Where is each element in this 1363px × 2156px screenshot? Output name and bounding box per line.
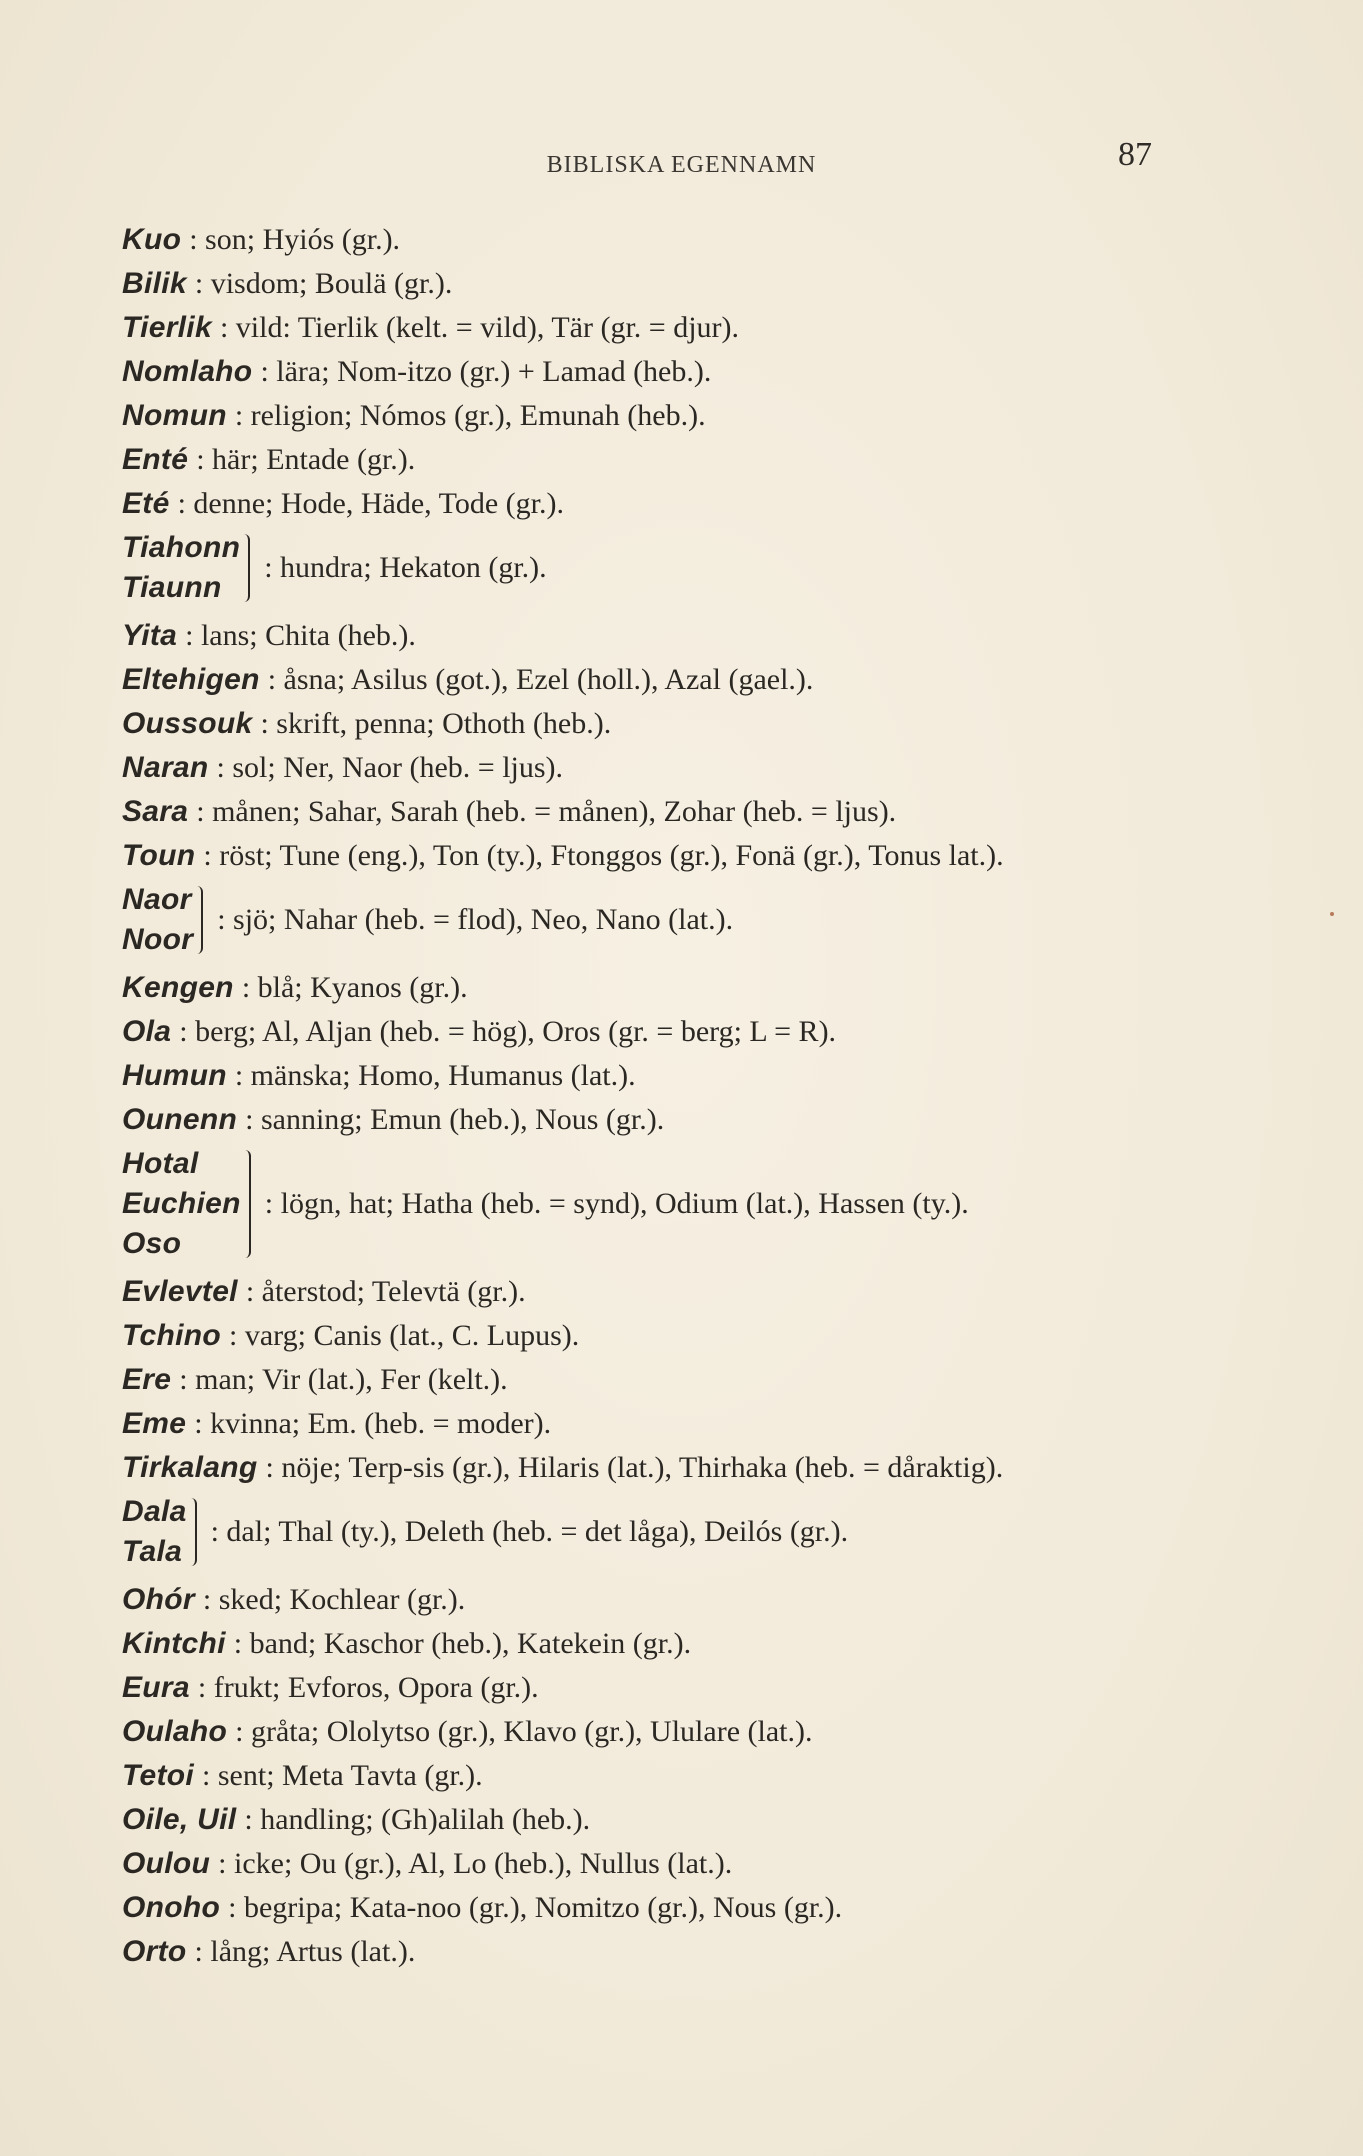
headword: Bilik (122, 267, 187, 300)
glossary-entry (122, 1842, 1242, 1886)
glossary-entry-group (122, 1492, 1242, 1572)
page-number: 87 (1118, 136, 1152, 173)
glossary-entry (122, 438, 1242, 482)
definition: : handling; (Gh)alilah (heb.). (244, 1803, 591, 1836)
headword: Orto (122, 1935, 187, 1968)
headword: Onoho (122, 1891, 221, 1924)
headword: Kengen (122, 971, 234, 1004)
definition: : lögn, hat; Hatha (heb. = synd), Odium (lat.), Hassen (ty.). (264, 1187, 969, 1220)
glossary-entry (122, 1886, 1242, 1930)
headword: Eme (122, 1407, 187, 1440)
definition: : sjö; Nahar (heb. = flod), Neo, Nano (lat.). (217, 903, 734, 936)
definition: : frukt; Evforos, Opora (gr.). (197, 1671, 539, 1704)
headword-variants (122, 528, 240, 608)
glossary-entry (122, 966, 1242, 1010)
glossary-entry (122, 834, 1242, 878)
headword: Ohór (122, 1583, 195, 1616)
glossary-entry (122, 1098, 1242, 1142)
definition: : här; Entade (gr.). (196, 443, 416, 476)
headword: Oussouk (122, 707, 253, 740)
definition: : varg; Canis (lat., C. Lupus). (229, 1319, 580, 1352)
definition: : månen; Sahar, Sarah (heb. = månen), Zohar (heb. = ljus). (196, 795, 897, 828)
glossary-entries (122, 218, 1242, 1974)
headword: Evlevtel (122, 1275, 238, 1308)
glossary-entry (122, 790, 1242, 834)
headword-variants (122, 1144, 241, 1264)
glossary-entry (122, 702, 1242, 746)
glossary-entry (122, 1358, 1242, 1402)
definition: : denne; Hode, Häde, Tode (gr.). (177, 487, 564, 520)
glossary-entry (122, 1666, 1242, 1710)
glossary-entry (122, 1754, 1242, 1798)
headword: Ola (122, 1015, 172, 1048)
definition: : blå; Kyanos (gr.). (241, 971, 468, 1004)
definition: : icke; Ou (gr.), Al, Lo (heb.), Nullus (lat.). (218, 1847, 733, 1880)
definition: : mänska; Homo, Humanus (lat.). (234, 1059, 636, 1092)
glossary-entry (122, 1930, 1242, 1974)
definition: : hundra; Hekaton (gr.). (264, 551, 547, 584)
headword: Sara (122, 795, 189, 828)
definition: : lära; Nom-itzo (gr.) + Lamad (heb.). (260, 355, 712, 388)
headword: Toun (122, 839, 196, 872)
headword: Dala (122, 1495, 187, 1528)
headword: Oulaho (122, 1715, 228, 1748)
definition: : sked; Kochlear (gr.). (202, 1583, 466, 1616)
headword: Naor (122, 883, 192, 916)
definition: : röst; Tune (eng.), Ton (ty.), Ftonggos (gr.), Fonä (gr.), Tonus lat.). (203, 839, 1004, 872)
headword: Tierlik (122, 311, 212, 344)
definition: : skrift, penna; Othoth (heb.). (260, 707, 612, 740)
headword: Yita (122, 619, 178, 652)
definition: : begripa; Kata-noo (gr.), Nomitzo (gr.), Nous (gr.). (228, 1891, 843, 1924)
definition: : sent; Meta Tavta (gr.). (202, 1759, 483, 1792)
glossary-entry (122, 1054, 1242, 1098)
headword: Enté (122, 443, 189, 476)
glossary-entry-group (122, 528, 1242, 608)
headword: Tiahonn (122, 531, 241, 564)
definition: : band; Kaschor (heb.), Katekein (gr.). (233, 1627, 692, 1660)
definition: : religion; Nómos (gr.), Emunah (heb.). (234, 399, 706, 432)
glossary-entry-group (122, 1144, 1242, 1264)
headword: Eté (122, 487, 170, 520)
headword: Oso (122, 1227, 182, 1260)
brace-icon (191, 1498, 197, 1566)
definition: : visdom; Boulä (gr.). (194, 267, 453, 300)
headword: Ounenn (122, 1103, 238, 1136)
glossary-entry (122, 746, 1242, 790)
headword: Tetoi (122, 1759, 195, 1792)
glossary-entry (122, 394, 1242, 438)
headword: Euchien (122, 1187, 241, 1220)
brace-icon (244, 534, 250, 602)
headword: Eltehigen (122, 663, 260, 696)
definition: : son; Hyiós (gr.). (189, 223, 401, 256)
glossary-entry-group (122, 880, 1242, 960)
brace-icon (245, 1150, 251, 1258)
glossary-entry (122, 1446, 1242, 1490)
glossary-entry (122, 1710, 1242, 1754)
headword-variants (122, 1492, 187, 1572)
definition: : åsna; Asilus (got.), Ezel (holl.), Azal (gael.). (267, 663, 814, 696)
definition: : sanning; Emun (heb.), Nous (gr.). (245, 1103, 665, 1136)
headword: Nomlaho (122, 355, 253, 388)
glossary-entry (122, 306, 1242, 350)
glossary-entry (122, 1270, 1242, 1314)
glossary-entry (122, 1010, 1242, 1054)
paper-speck (1330, 912, 1334, 916)
headword: Kuo (122, 223, 182, 256)
definition: : sol; Ner, Naor (heb. = ljus). (216, 751, 564, 784)
headword: Oile, Uil (122, 1803, 237, 1836)
headword: Tiaunn (122, 571, 222, 604)
headword: Tchino (122, 1319, 222, 1352)
glossary-entry (122, 1402, 1242, 1446)
running-title: BIBLISKA EGENNAMN (546, 152, 817, 178)
glossary-entry (122, 262, 1242, 306)
headword: Tirkalang (122, 1451, 258, 1484)
glossary-entry (122, 1314, 1242, 1358)
headword: Humun (122, 1059, 227, 1092)
definition: : återstod; Televtä (gr.). (245, 1275, 526, 1308)
definition: : vild: Tierlik (kelt. = vild), Tär (gr. = djur). (219, 311, 740, 344)
headword: Naran (122, 751, 209, 784)
definition: : man; Vir (lat.), Fer (kelt.). (179, 1363, 508, 1396)
definition: : lans; Chita (heb.). (185, 619, 416, 652)
definition: : gråta; Ololytso (gr.), Klavo (gr.), Ululare (lat.). (235, 1715, 813, 1748)
headword: Kintchi (122, 1627, 226, 1660)
headword: Oulou (122, 1847, 211, 1880)
glossary-entry (122, 1578, 1242, 1622)
headword-variants (122, 880, 193, 960)
headword: Eura (122, 1671, 190, 1704)
glossary-entry (122, 1798, 1242, 1842)
brace-icon (197, 886, 203, 954)
glossary-entry (122, 482, 1242, 526)
glossary-entry (122, 614, 1242, 658)
headword: Tala (122, 1535, 183, 1568)
definition: : kvinna; Em. (heb. = moder). (194, 1407, 552, 1440)
glossary-entry (122, 218, 1242, 262)
glossary-entry (122, 350, 1242, 394)
headword: Hotal (122, 1147, 199, 1180)
headword: Noor (122, 923, 194, 956)
glossary-entry (122, 1622, 1242, 1666)
definition: : dal; Thal (ty.), Deleth (heb. = det låga), Deilós (gr.). (210, 1515, 849, 1548)
headword: Ere (122, 1363, 172, 1396)
definition: : berg; Al, Aljan (heb. = hög), Oros (gr. = berg; L = R). (179, 1015, 837, 1048)
definition: : lång; Artus (lat.). (194, 1935, 416, 1968)
definition: : nöje; Terp-sis (gr.), Hilaris (lat.), Thirhaka (heb. = dåraktig). (265, 1451, 1004, 1484)
headword: Nomun (122, 399, 227, 432)
glossary-entry (122, 658, 1242, 702)
